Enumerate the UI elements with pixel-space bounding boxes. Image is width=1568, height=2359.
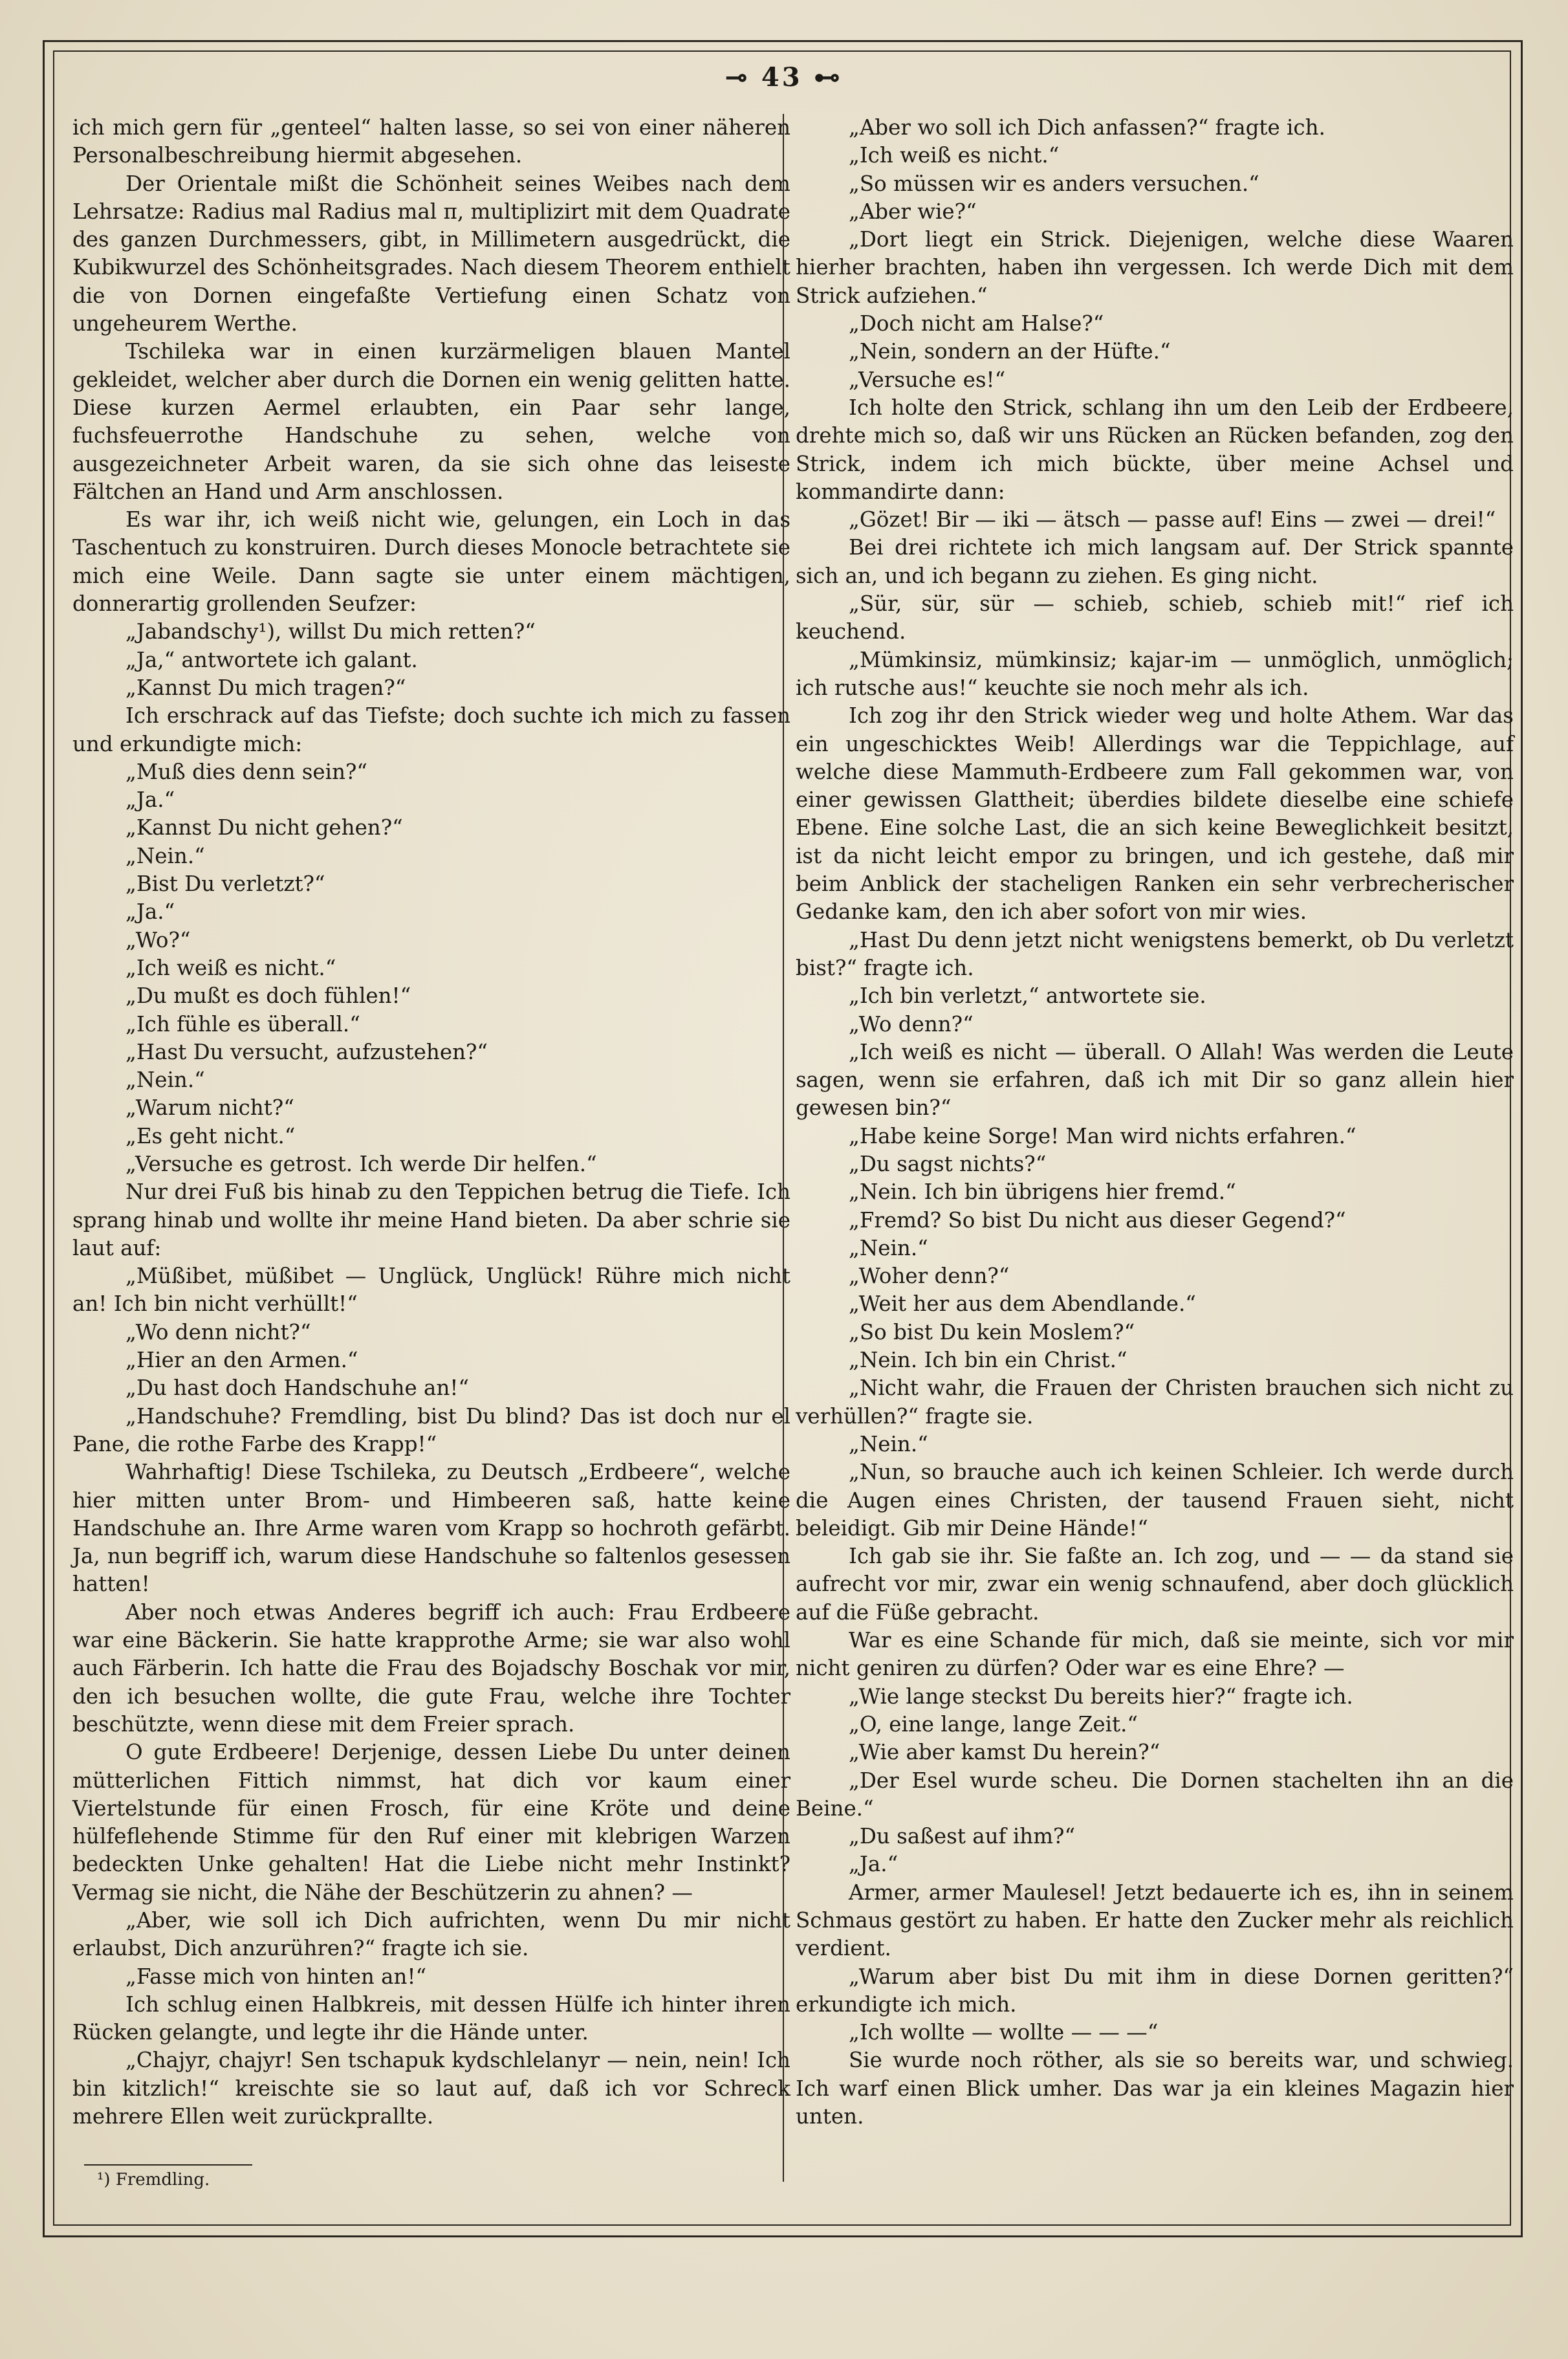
paragraph: „Chajyr, chajyr! Sen tschapuk kydschlelanyr — nein, nein! Ich bin kitzlich!“ kreischte sie so laut auf, daß ich vor Schreck mehrere Ellen weit zurückprallte. <box>72 2048 790 2129</box>
paragraph: „So müssen wir es anders versuchen.“ <box>849 171 1259 196</box>
paragraph: War es eine Schande für mich, daß sie meinte, sich vor mir nicht geniren zu dürfen? Oder war es eine Ehre? — <box>796 1628 1514 1681</box>
paragraph: „Du hast doch Handschuhe an!“ <box>125 1376 470 1401</box>
paragraph: „Es geht nicht.“ <box>125 1123 296 1148</box>
paragraph: „Kannst Du mich tragen?“ <box>125 675 406 700</box>
paragraph: „Kannst Du nicht gehen?“ <box>125 815 403 840</box>
paragraph: Bei drei richtete ich mich langsam auf. Der Strick spannte sich an, und ich begann zu ziehen. Es ging nicht. <box>796 535 1514 588</box>
paragraph: „Ich wollte — wollte — — —“ <box>849 2020 1159 2045</box>
paragraph: „Handschuhe? Fremdling, bist Du blind? Das ist doch nur el Pane, die rothe Farbe des Krapp!“ <box>72 1403 790 1456</box>
left-column <box>72 114 790 2131</box>
paragraph: „Mümkinsiz, mümkinsiz; kajar-im — unmöglich, unmöglich; ich rutsche aus!“ keuchte sie noch mehr als ich. <box>796 647 1514 700</box>
paragraph: Aber noch etwas Anderes begriff ich auch: Frau Erdbeere war eine Bäckerin. Sie hatte krapprothe Arme; sie war also wohl auch Färberin. Ich hatte die Frau des Bojadschy Boschak vor mir, den ich besuchen wollte, die gute Frau, welche ihre Tochter beschützte, wenn diese mit dem Freier sprach. <box>72 1599 790 1737</box>
paragraph: „Fremd? So bist Du nicht aus dieser Gegend?“ <box>849 1207 1346 1233</box>
paragraph: „Nein.“ <box>125 1068 205 1093</box>
paragraph: „Nein.“ <box>849 1431 928 1456</box>
paragraph: Ich schlug einen Halbkreis, mit dessen Hülfe ich hinter ihren Rücken gelangte, und legte ihr die Hände unter. <box>72 1991 790 2045</box>
paragraph: „Nein.“ <box>849 1235 928 1260</box>
paragraph: „Fasse mich von hinten an!“ <box>125 1964 427 1989</box>
paragraph: Armer, armer Maulesel! Jetzt bedauerte ich es, ihn in seinem Schmaus gestört zu haben. Er hatte den Zucker mehr als reichlich verdient. <box>796 1880 1514 1961</box>
footnote: ¹) Fremdling. <box>97 2170 210 2189</box>
paragraph: „Nein. Ich bin übrigens hier fremd.“ <box>849 1180 1236 1205</box>
paragraph: „O, eine lange, lange Zeit.“ <box>849 1711 1138 1737</box>
paragraph: „Nicht wahr, die Frauen der Christen brauchen sich nicht zu verhüllen?“ fragte sie. <box>796 1376 1514 1429</box>
paragraph: „Hast Du versucht, aufzustehen?“ <box>125 1039 488 1064</box>
paragraph: Ich gab sie ihr. Sie faßte an. Ich zog, und — — da stand sie aufrecht vor mir, zwar ein wenig schnaufend, aber doch glücklich auf die Füße gebracht. <box>796 1544 1514 1625</box>
paragraph: „Jabandschy¹), willst Du mich retten?“ <box>125 619 536 644</box>
paragraph: „Habe keine Sorge! Man wird nichts erfahren.“ <box>849 1123 1356 1148</box>
column-divider <box>783 114 784 2182</box>
paragraph: „Versuche es!“ <box>849 367 1006 392</box>
paragraph: Ich holte den Strick, schlang ihn um den Leib der Erdbeere, drehte mich so, daß wir uns Rücken an Rücken befanden, zog den Strick, indem ich mich bückte, über meine Achsel und kommandirte dann: <box>796 395 1514 504</box>
paragraph: „Der Esel wurde scheu. Die Dornen stachelten ihn an die Beine.“ <box>796 1768 1514 1821</box>
paragraph: „Warum nicht?“ <box>125 1095 294 1121</box>
paragraph: „Du mußt es doch fühlen!“ <box>125 983 411 1009</box>
paragraph: „Wo denn?“ <box>849 1011 974 1037</box>
paragraph: Ich zog ihr den Strick wieder weg und holte Athem. War das ein ungeschicktes Weib! Allerdings war die Teppichlage, auf welche diese Mammuth-Erdbeere zum Fall gekommen war, von einer gewissen Glattheit; überdies bildete dieselbe eine schiefe Ebene. Eine solche Last, die an sich keine Beweglichkeit besitzt, ist da nicht leicht empor zu bringen, und ich gestehe, daß mir beim Anblick der stacheligen Ranken ein sehr verbrecherischer Gedanke kam, den ich aber sofort von mir wies. <box>796 703 1514 925</box>
paragraph: „Ich weiß es nicht.“ <box>125 955 336 980</box>
ornament-left-icon: ⊸ <box>725 62 750 93</box>
paragraph: Tschileka war in einen kurzärmeligen blauen Mantel gekleidet, welcher aber durch die Dornen ein wenig gelitten hatte. Diese kurzen Aermel erlaubten, ein Paar sehr lange, fuchsfeuerrothe Handschuhe zu sehen, welche von ausgezeichneter Arbeit waren, da sie sich ohne das leiseste Fältchen an Hand und Arm anschlossen. <box>72 339 790 504</box>
paragraph: „Wie lange steckst Du bereits hier?“ fragte ich. <box>849 1684 1353 1709</box>
paragraph: „Nein, sondern an der Hüfte.“ <box>849 339 1171 364</box>
paragraph: „Aber wie?“ <box>849 199 977 224</box>
paragraph: „Muß dies denn sein?“ <box>125 759 368 784</box>
paragraph: O gute Erdbeere! Derjenige, dessen Liebe Du unter deinen mütterlichen Fittich nimmst, hat dich vor kaum einer Viertelstunde für einen Frosch, für eine Kröte und deine hülfeflehende Stimme für den Ruf einer mit klebrigen Warzen bedeckten Unke gehalten! Hat die Liebe nicht mehr Instinkt? Vermag sie nicht, die Nähe der Beschützerin zu ahnen? — <box>72 1740 790 1905</box>
paragraph: „Weit her aus dem Abendlande.“ <box>849 1291 1196 1317</box>
paragraph: „Aber wo soll ich Dich anfassen?“ fragte ich. <box>849 115 1325 140</box>
paragraph: Wahrhaftig! Diese Tschileka, zu Deutsch „Erdbeere“, welche hier mitten unter Brom- und Himbeeren saß, hatte keine Handschuhe an. Ihre Arme waren vom Krapp so hochroth gefärbt. Ja, nun begriff ich, warum diese Handschuhe so faltenlos gesessen hatten! <box>72 1460 790 1597</box>
paragraph: „Ja.“ <box>125 899 175 925</box>
paragraph: „Hier an den Armen.“ <box>125 1348 358 1373</box>
paragraph: „Sür, sür, sür — schieb, schieb, schieb mit!“ rief ich keuchend. <box>796 591 1514 644</box>
paragraph: Ich erschrack auf das Tiefste; doch suchte ich mich zu fassen und erkundigte mich: <box>72 703 790 756</box>
paragraph: „Müßibet, müßibet — Unglück, Unglück! Rühre mich nicht an! Ich bin nicht verhüllt!“ <box>72 1264 790 1317</box>
paragraph: „Gözet! Bir — iki — ätsch — passe auf! Eins — zwei — drei!“ <box>849 507 1496 532</box>
paragraph: „Ja.“ <box>125 787 175 813</box>
paragraph: Sie wurde noch röther, als sie so bereits war, und schwieg. Ich warf einen Blick umher. Das war ja ein kleines Magazin hier unten. <box>796 2048 1514 2129</box>
paragraph: „Warum aber bist Du mit ihm in diese Dornen geritten?“ erkundigte ich mich. <box>796 1964 1514 2017</box>
page-number <box>719 62 849 93</box>
paragraph: „Dort liegt ein Strick. Diejenigen, welche diese Waaren hierher brachten, haben ihn vergessen. Ich werde Dich mit dem Strick aufziehen.“ <box>796 227 1514 308</box>
paragraph: „Ich bin verletzt,“ antwortete sie. <box>849 983 1206 1009</box>
paragraph: „Wo?“ <box>125 927 191 952</box>
paragraph: „Nein.“ <box>125 843 205 868</box>
paragraph: „Woher denn?“ <box>849 1264 1010 1289</box>
page-number-text: 43 <box>761 62 803 93</box>
paragraph: „Versuche es getrost. Ich werde Dir helfen.“ <box>125 1151 597 1176</box>
paragraph: „Doch nicht am Halse?“ <box>849 311 1104 336</box>
footnote-rule <box>84 2164 252 2166</box>
paragraph: „Hast Du denn jetzt nicht wenigstens bemerkt, ob Du verletzt bist?“ fragte ich. <box>796 927 1514 980</box>
paragraph: „Ich weiß es nicht.“ <box>849 143 1060 168</box>
paragraph: „Ja,“ antwortete ich galant. <box>125 647 418 672</box>
paragraph: Nur drei Fuß bis hinab zu den Teppichen betrug die Tiefe. Ich sprang hinab und wollte ihr meine Hand bieten. Da aber schrie sie laut auf: <box>72 1180 790 1260</box>
paragraph: „Nun, so brauche auch ich keinen Schleier. Ich werde durch die Augen eines Christen, der tausend Frauen sieht, nicht beleidigt. Gib mir Deine Hände!“ <box>796 1460 1514 1541</box>
ornament-right-icon: ⊷ <box>814 62 843 93</box>
paragraph: „Aber, wie soll ich Dich aufrichten, wenn Du mir nicht erlaubst, Dich anzurühren?“ fragte ich sie. <box>72 1908 790 1961</box>
paragraph: „Wo denn nicht?“ <box>125 1319 311 1344</box>
paragraph: „Du sagst nichts?“ <box>849 1151 1047 1176</box>
paragraph: „Wie aber kamst Du herein?“ <box>849 1740 1160 1765</box>
paragraph: „Ja.“ <box>849 1852 898 1877</box>
paragraph: „Ich weiß es nicht — überall. O Allah! Was werden die Leute sagen, wenn sie erfahren, daß ich mit Dir so ganz allein hier gewesen bin?“ <box>796 1039 1514 1121</box>
paragraph: ich mich gern für „genteel“ halten lasse, so sei von einer näheren Personalbeschreibung hiermit abgesehen. <box>72 115 790 168</box>
right-column <box>796 114 1514 2131</box>
paragraph: „Du saßest auf ihm?“ <box>849 1824 1076 1849</box>
paragraph: „So bist Du kein Moslem?“ <box>849 1319 1135 1344</box>
paragraph: „Ich fühle es überall.“ <box>125 1011 360 1037</box>
paragraph: „Bist Du verletzt?“ <box>125 872 325 897</box>
paragraph: „Nein. Ich bin ein Christ.“ <box>849 1348 1127 1373</box>
paragraph: Es war ihr, ich weiß nicht wie, gelungen, ein Loch in das Taschentuch zu konstruiren. Durch dieses Monocle betrachtete sie mich eine Weile. Dann sagte sie unter einem mächtigen, donnerartig grollenden Seufzer: <box>72 507 790 617</box>
paragraph: Der Orientale mißt die Schönheit seines Weibes nach dem Lehrsatze: Radius mal Radius mal π, multiplizirt mit dem Quadrate des ganzen Durchmessers, gibt, in Millimetern ausgedrückt, die Kubikwurzel des Schönheitsgrades. Nach diesem Theorem enthielt die von Dornen eingefaßte Vertiefung einen Schatz von ungeheurem Werthe. <box>72 171 790 336</box>
